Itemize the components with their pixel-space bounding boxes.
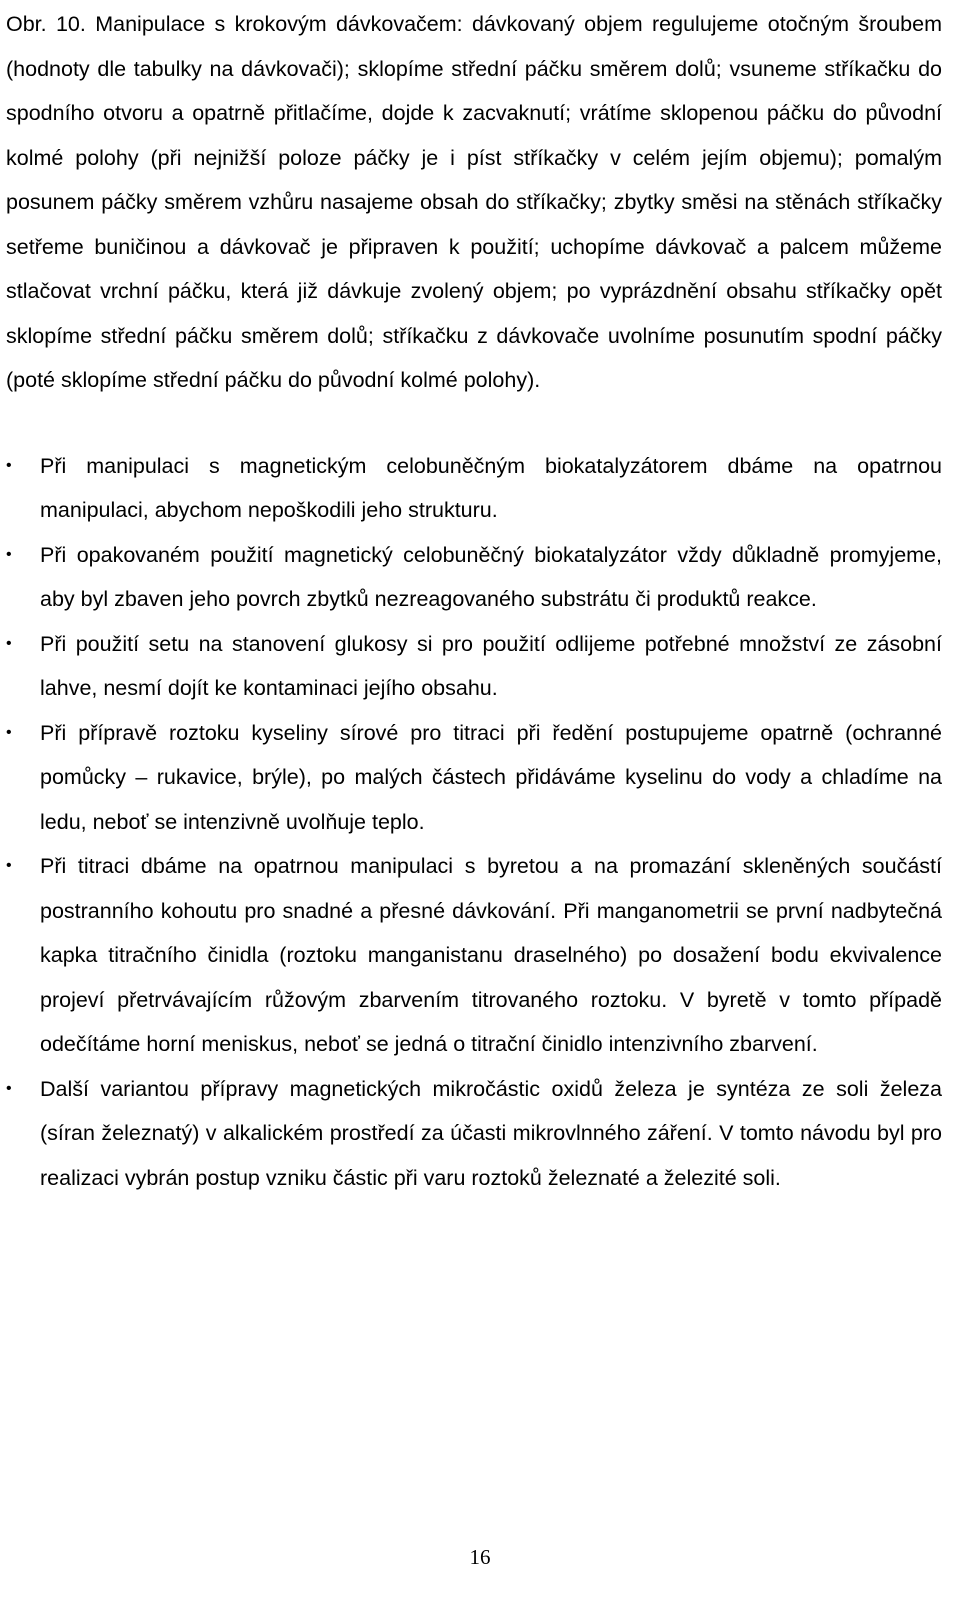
bullet-list (6, 444, 942, 1201)
list-item-text: Při titraci dbáme na opatrnou manipulaci s byretou a na promazání skleněných součástí postranního kohoutu pro snadné a přesné dávkování. Při manganometrii se první nadbytečná kapka titračního činidla (roztoku manganistanu draselného) po dosažení bodu ekvivalence projeví přetrvávajícím růžovým zbarvením titrovaného roztoku. V byretě v tomto případě odečítáme horní meniskus, neboť se jedná o titrační činidlo intenzivního zbarvení. (40, 854, 942, 1056)
list-item-text: Při opakovaném použití magnetický celobuněčný biokatalyzátor vždy důkladně promyjeme, aby byl zbaven jeho povrch zbytků nezreagovaného substrátu či produktů reakce. (40, 542, 942, 611)
bullet-icon: • (6, 857, 12, 874)
bullet-icon: • (6, 545, 12, 563)
bullet-icon: • (6, 634, 12, 652)
bullet-icon: • (6, 456, 12, 474)
list-item (6, 533, 942, 622)
document-page (6, 0, 942, 1200)
list-item (6, 622, 942, 711)
page-number: 16 (469, 1545, 491, 1569)
figure-caption: Obr. 10. Manipulace s krokovým dávkovačem: dávkovaný objem regulujeme otočným šroubem (hodnoty dle tabulky na dávkovači); sklopíme střední páčku směrem dolů; vsuneme stříkačku do spodního otvoru a opatrně přitlačíme, dojde k zacvaknutí; vrátíme sklopenou páčku do původní kolmé polohy (při nejnižší poloze páčky je i píst stříkačky v celém jejím objemu); pomalým posunem páčky směrem vzhůru nasajeme obsah do stříkačky; zbytky směsi na stěnách stříkačky setřeme buničinou a dávkovač je připraven k použití; uchopíme dávkovač a palcem můžeme stlačovat vrchní páčku, která již dávkuje zvolený objem; po vyprázdnění obsahu stříkačky opět sklopíme střední páčku směrem dolů; stříkačku z dávkovače uvolníme posunutím spodní páčky (poté sklopíme střední páčku do původní kolmé polohy). (6, 12, 942, 392)
list-item (6, 844, 942, 1067)
list-item-text: Při manipulaci s magnetickým celobuněčným biokatalyzátorem dbáme na opatrnou manipulaci, abychom nepoškodili jeho strukturu. (40, 453, 942, 522)
list-item-text: Další variantou přípravy magnetických mikročástic oxidů železa je syntéza ze soli železa (síran železnatý) v alkalickém prostředí za účasti mikrovlnného záření. V tomto návodu byl pro realizaci vybrán postup vzniku částic při varu roztoků železnaté a železité soli. (40, 1076, 942, 1190)
list-item (6, 1067, 942, 1201)
list-item-text: Při přípravě roztoku kyseliny sírové pro titraci při ředění postupujeme opatrně (ochranné pomůcky – rukavice, brýle), po malých částech přidáváme kyselinu do vody a chladíme na ledu, neboť se intenzivně uvolňuje teplo. (40, 720, 942, 834)
list-item (6, 444, 942, 533)
list-item-text: Při použití setu na stanovení glukosy si pro použití odlijeme potřebné množství ze zásobní lahve, nesmí dojít ke kontaminaci jejího obsahu. (40, 631, 942, 700)
bullet-icon: • (6, 723, 12, 741)
bullet-icon: • (6, 1079, 12, 1097)
list-item (6, 711, 942, 845)
